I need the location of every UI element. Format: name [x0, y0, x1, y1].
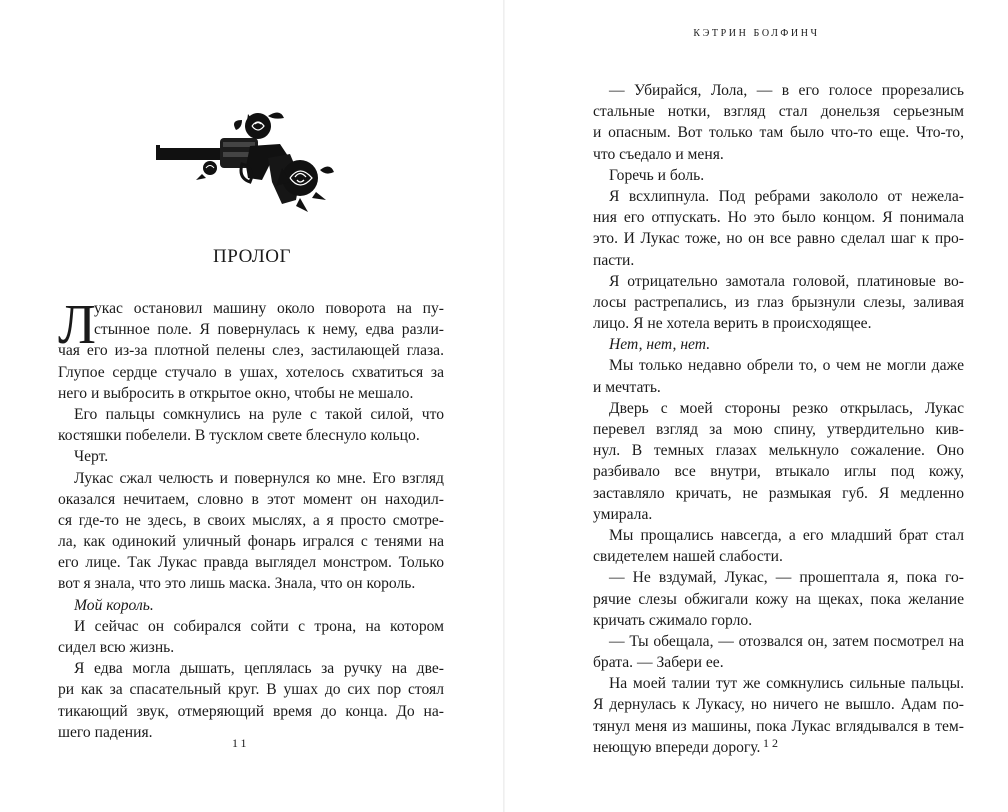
text-line: что съедало и меня.	[593, 145, 724, 163]
text-line: разбивало все внутри, втыкало иглы под кожу,	[593, 463, 964, 481]
text-line: кричать сжимало горло.	[593, 611, 753, 629]
text-line: свидетелем нашей слабости.	[593, 548, 783, 566]
chapter-title: ПРОЛОГ	[213, 246, 291, 267]
running-head-author: КЭТРИН БОЛФИНЧ	[693, 28, 820, 39]
text-line: брата. — Забери ее.	[593, 654, 724, 672]
text-line: укас остановил машину около поворота на пу-	[94, 300, 444, 317]
text-line: Мой король.	[74, 596, 154, 614]
text-line: лицо. Я не хотела верить в происходящее.	[593, 315, 872, 333]
text-line: него и выбросить в открытое окно, чтобы не мешало.	[58, 384, 414, 402]
text-line: неющую впереди дорогу.	[593, 738, 761, 756]
text-line: умирала.	[593, 505, 653, 523]
text-line: ри как за спасательный круг. В ушах до сих пор стоял	[58, 681, 444, 699]
text-line: Мы прощались навсегда, а его младший брат стал	[609, 526, 964, 544]
text-line: Я едва могла дышать, цеплялась за ручку на две-	[74, 660, 444, 678]
text-line: рячие слезы обжигали кожу на щеках, пока желание	[593, 590, 964, 608]
text-line: лосы растрепались, из глаз брызнули слезы, заливая	[593, 293, 964, 311]
text-line: и опасным. Вот только там было что-то еще. Что-то,	[593, 124, 964, 142]
text-line: тянул меня из машины, пока Лукас вглядывался в тем-	[593, 717, 964, 735]
text-line: Дверь с моей стороны резко открылась, Лукас	[609, 399, 964, 417]
text-line: тикающий звук, отмеряющий время до конца. До на-	[58, 702, 444, 720]
text-line: Глупое сердце стучало в ушах, хотелось схватиться за	[58, 363, 444, 381]
text-line: ся где-то не здесь, в своих мыслях, а я просто смотре-	[58, 511, 444, 529]
revolver-roses-illustration	[150, 108, 340, 216]
text-line: шего падения.	[58, 723, 153, 741]
text-line: Нет, нет, нет.	[609, 336, 711, 354]
text-line: И сейчас он собирался сойти с трона, на котором	[74, 617, 444, 635]
text-line: нул. В темных глазах мелькнуло сожаление. Оно	[593, 442, 964, 460]
text-line: сидел всю жизнь.	[58, 639, 175, 656]
text-line: На моей талии тут же сомкнулись сильные пальцы.	[609, 675, 964, 693]
text-line: Черт.	[74, 448, 109, 466]
text-line: и мечтать.	[593, 378, 661, 396]
text-line: оказался нечитаем, словно в этот момент он находил-	[58, 490, 444, 508]
text-line: Лукас сжал челюсть и повернулся ко мне. Его взгляд	[74, 469, 444, 487]
right-text-block	[593, 80, 964, 758]
text-line: Я всхлипнула. Под ребрами закололо от нежела-	[609, 187, 964, 205]
text-line: пасти.	[593, 251, 635, 269]
drop-cap: Л	[58, 294, 96, 356]
page-number-left: 11	[232, 736, 250, 750]
text-line: вот я знала, что это лишь маска. Знала, что он король.	[58, 575, 416, 593]
text-line: Я дернулась к Лукасу, но ничего не вышло. Адам по-	[593, 696, 964, 714]
right-page	[505, 0, 1008, 812]
text-line: Горечь и боль.	[609, 166, 705, 184]
page-number-right: 12	[763, 736, 781, 750]
text-line: Мы только недавно обрели то, о чем не могли даже	[609, 357, 964, 375]
text-line: его лице. Так Лукас правда выглядел монстром. Только	[58, 554, 444, 572]
text-line: стальные нотки, взгляд стал донельзя серьезным	[593, 103, 964, 121]
text-line: чая его из-за плотной пелены слез, застилающей глаза.	[58, 342, 444, 360]
text-line: — Убирайся, Лола, — в его голосе прорезались	[609, 82, 964, 99]
left-text-block	[58, 294, 444, 743]
text-line: ла, как одинокий уличный фонарь игрался с тенями на	[58, 533, 444, 551]
text-line: заставляло кричать, не размыкая губ. Я медленно	[593, 484, 964, 502]
text-line: перевел взгляд за мою спину, утвердительно кив-	[593, 421, 964, 438]
text-line: это. И Лукас тоже, но он все равно сделал шаг к про-	[593, 230, 964, 248]
text-line: Его пальцы сомкнулись на руле с такой силой, что	[74, 405, 444, 423]
text-line: стынное поле. Я повернулась к нему, едва разли-	[94, 321, 444, 339]
text-line: — Не вздумай, Лукас, — прошептала я, пока го-	[609, 569, 964, 587]
text-line: Я отрицательно замотала головой, платиновые во-	[609, 272, 964, 290]
text-line: ния его отпускать. Но это было концом. Я понимала	[593, 209, 964, 227]
text-line: — Ты обещала, — отозвался он, затем посмотрел на	[609, 632, 964, 650]
text-line: костяшки побелели. В тусклом свете блеснуло кольцо.	[58, 427, 420, 445]
